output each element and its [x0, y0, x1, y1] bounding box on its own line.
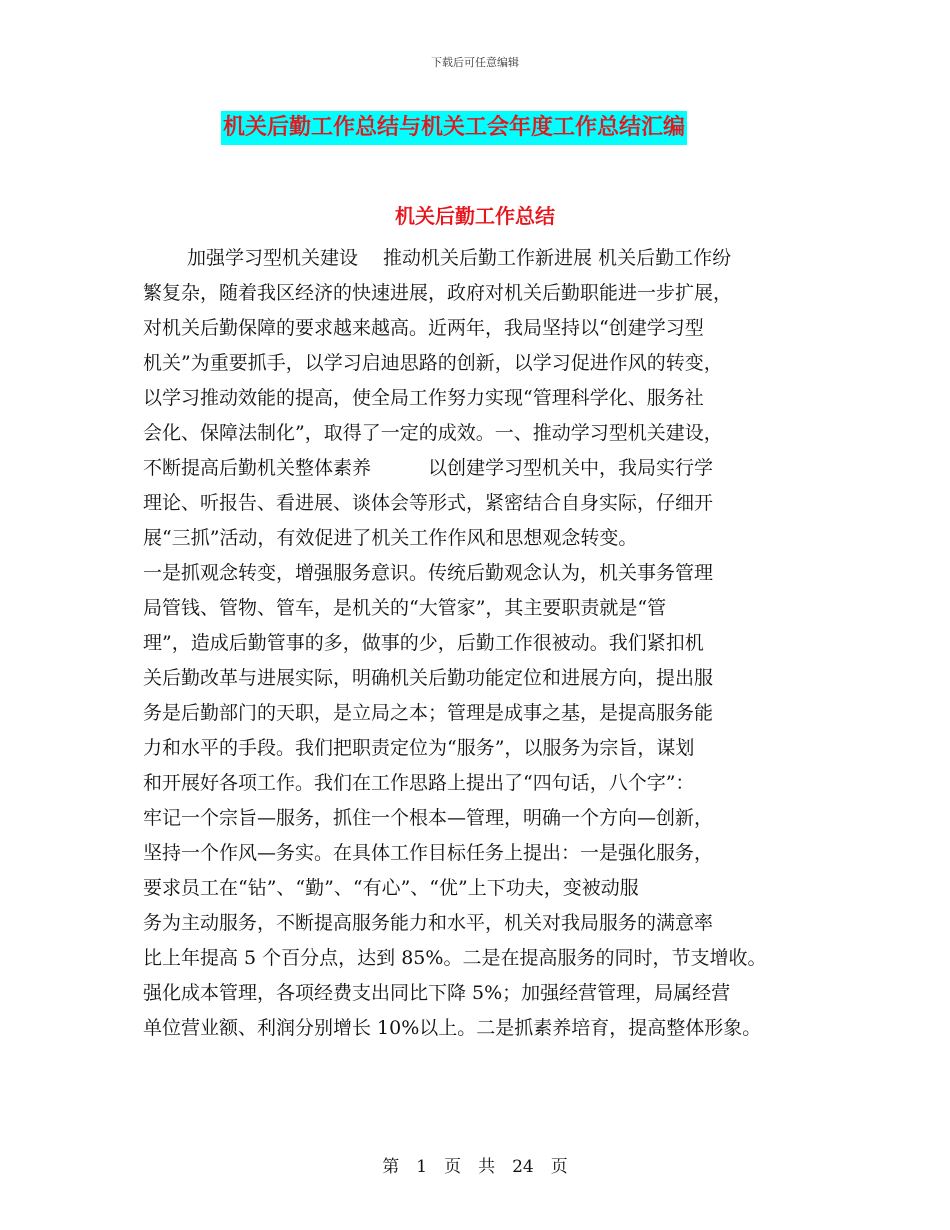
- main-title: 机关后勤工作总结与机关工会年度工作总结汇编: [221, 111, 687, 145]
- body-line: 牢记一个宗旨—服务，抓住一个根本—管理，明确一个方向—创新，: [143, 807, 714, 829]
- body-line: 务为主动服务，不断提高服务能力和水平，机关对我局服务的满意率: [143, 912, 714, 934]
- body-line: 加强学习型机关建设 推动机关后勤工作新进展 机关后勤工作纷: [187, 247, 732, 269]
- body-line: 坚持一个作风—务实。在具体工作目标任务上提出：一是强化服务，: [143, 842, 714, 864]
- body-line: 会化、保障法制化”，取得了一定的成效。一、推动学习型机关建设，: [143, 422, 723, 444]
- body-line: 繁复杂，随着我区经济的快速进展，政府对机关后勤职能进一步扩展，: [143, 282, 733, 304]
- body-line: 对机关后勤保障的要求越来越高。近两年，我局坚持以“创建学习型: [143, 317, 704, 339]
- body-line: 不断提高后勤机关整体素养 以创建学习型机关中，我局实行学: [143, 457, 714, 479]
- body-line: 务是后勤部门的天职，是立局之本；管理是成事之基，是提高服务能: [143, 702, 714, 724]
- body-line: 要求员工在“钻”、“勤”、“有心”、“优”上下功夫，变被动服: [143, 877, 639, 899]
- body-line: 机关”为重要抓手，以学习启迪思路的创新，以学习促进作风的转变，: [143, 352, 723, 374]
- body-line: 力和水平的手段。我们把职责定位为“服务”，以服务为宗旨，谋划: [143, 737, 695, 759]
- body-line: 展“三抓”活动，有效促进了机关工作作风和思想观念转变。: [143, 527, 638, 549]
- body-line: 理”，造成后勤管事的多，做事的少，后勤工作很被动。我们紧扣机: [143, 632, 704, 654]
- body-line: 关后勤改革与进展实际，明确机关后勤功能定位和进展方向，提出服: [143, 667, 714, 689]
- body-line: 以学习推动效能的提高，使全局工作努力实现“管理科学化、服务社: [143, 387, 704, 409]
- body-line: 单位营业额、利润分别增长 10%以上。二是抓素养培育，提高整体形象。: [143, 1017, 762, 1039]
- section-title: 机关后勤工作总结: [395, 204, 555, 228]
- body-line: 强化成本管理，各项经费支出同比下降 5%；加强经营管理，局属经营: [143, 982, 731, 1004]
- body-line: 局管钱、管物、管车，是机关的“大管家”，其主要职责就是“管: [143, 597, 667, 619]
- body-line: 比上年提高 5 个百分点，达到 85%。二是在提高服务的同时，节支增收。: [143, 947, 767, 969]
- header-note: 下载后可任意编辑: [431, 56, 519, 69]
- body-line: 一是抓观念转变，增强服务意识。传统后勤观念认为，机关事务管理: [143, 562, 714, 584]
- body-line: 理论、听报告、看进展、谈体会等形式，紧密结合自身实际，仔细开: [143, 492, 714, 514]
- body-line: 和开展好各项工作。我们在工作思路上提出了“四句话，八个字”：: [143, 772, 695, 794]
- page-number-footer: 第 1 页 共 24 页: [382, 1157, 568, 1177]
